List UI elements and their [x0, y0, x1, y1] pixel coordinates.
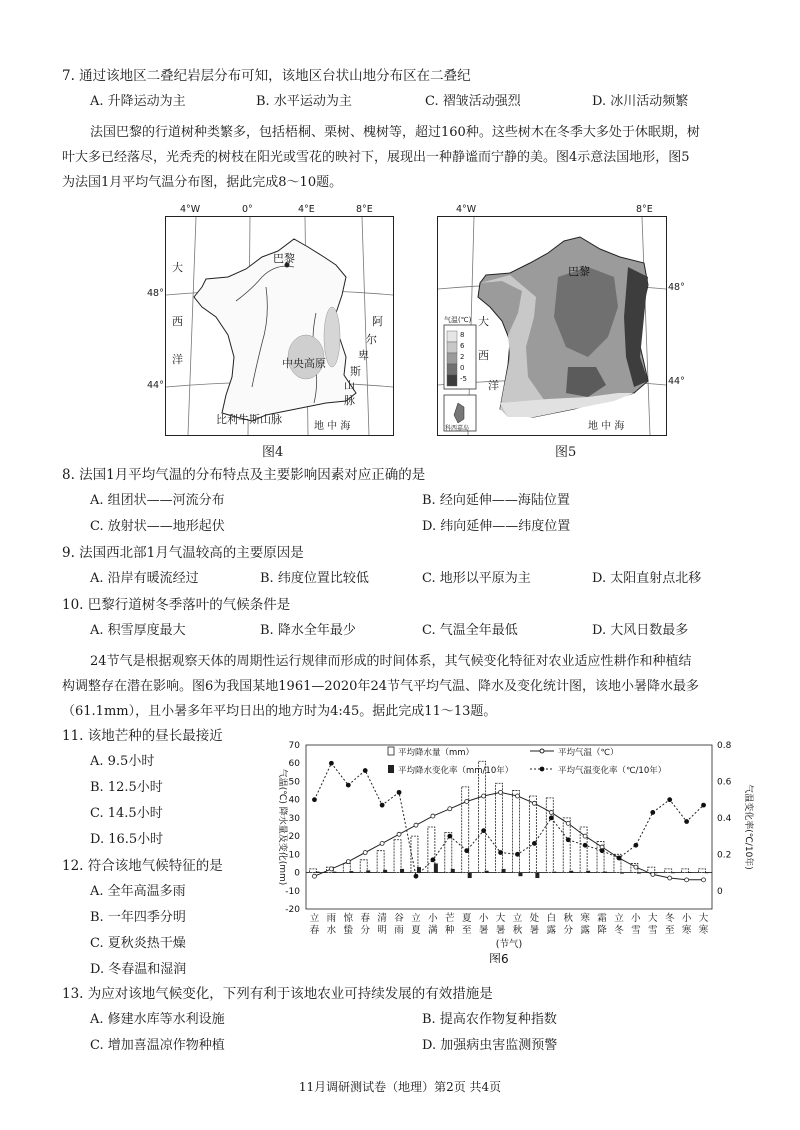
fig5-lon-4w: 4°W — [456, 204, 477, 215]
q7-option-c: C. 褶皱活动强烈 — [425, 94, 521, 109]
precip-change-bar — [518, 873, 522, 877]
chart-category-label-top: 寒 — [580, 913, 590, 924]
chart-category-label-top: 小 — [631, 913, 641, 924]
chart-category-label-top: 小 — [478, 913, 489, 924]
precip-bar — [682, 869, 689, 873]
fig4-label-mediterranean: 地 中 海 — [314, 421, 351, 432]
precip-bar — [377, 851, 384, 873]
chart-right-tick-label: 0.6 — [717, 777, 732, 788]
q9-option-a: A. 沿岸有暖流经过 — [90, 571, 199, 586]
chart-figure-caption: 图6 — [489, 952, 509, 963]
q11-option-a: A. 9.5小时 — [90, 754, 155, 769]
fig4-label-alps-3: 卑 — [358, 349, 369, 362]
temperature-point — [397, 832, 401, 836]
temperature-point — [566, 821, 570, 825]
q8-option-b: B. 经向延伸——海陆位置 — [422, 493, 570, 508]
precip-change-bar — [383, 870, 387, 873]
temperature-change-point — [380, 803, 385, 808]
chart-left-tick-label: 20 — [288, 832, 300, 843]
figure5-caption: 图5 — [555, 445, 577, 460]
temperature-change-point — [549, 815, 554, 820]
precip-change-bar — [451, 869, 455, 873]
fig4-lon-4e: 4°E — [298, 204, 315, 215]
chart-category-label-top: 立 — [309, 913, 320, 924]
fig4-lat-48: 48° — [147, 288, 164, 299]
chart-category-label-bottom: 至 — [461, 925, 472, 936]
q7-option-d: D. 冰川活动频繁 — [592, 94, 689, 109]
temperature-point — [482, 794, 486, 798]
legend-precip-swatch — [388, 747, 394, 755]
chart-category-label-top: 大 — [495, 913, 506, 924]
precip-bar — [529, 796, 536, 873]
precip-change-bar — [434, 863, 438, 872]
figure4-caption: 图4 — [262, 445, 284, 460]
chart-category-label-bottom: 蛰 — [343, 925, 354, 936]
chart-category-label-bottom: 暑 — [495, 925, 506, 936]
chart-right-tick-label: 0 — [717, 886, 723, 897]
fig5-legend-value-4: 0 — [460, 364, 465, 372]
temperature-change-point — [447, 834, 452, 839]
temperature-point — [685, 878, 689, 882]
temperature-change-point — [414, 874, 419, 879]
chart-category-label-bottom: 冬 — [614, 925, 624, 936]
temperature-change-line — [315, 763, 704, 876]
fig5-label-ocean-1: 大 — [478, 315, 489, 328]
q9-option-c: C. 地形以平原为主 — [422, 571, 531, 586]
precip-change-bar — [502, 869, 506, 873]
chart-category-label-top: 立 — [614, 913, 624, 924]
chart-category-label-top: 大 — [648, 913, 658, 924]
chart-left-tick-label: 30 — [288, 813, 300, 824]
legend-temp-change-marker — [540, 767, 545, 772]
precip-change-bar — [332, 872, 336, 873]
figure5-temperature-map — [437, 216, 667, 436]
precip-change-bar — [315, 872, 319, 873]
precip-bar — [546, 798, 553, 873]
chart-category-label-top: 春 — [360, 913, 370, 924]
q8-option-d: D. 纬向延伸——纬度位置 — [422, 519, 571, 534]
fig4-lat-44: 44° — [147, 380, 164, 391]
chart-category-label-bottom: 种 — [445, 925, 455, 936]
chart-category-label-top: 大 — [698, 913, 709, 924]
fig4-label-ocean-1: 大 — [172, 261, 183, 274]
chart-category-label-bottom: 秋 — [512, 925, 523, 936]
chart-category-label-bottom: 暑 — [529, 925, 540, 936]
q12-option-b: B. 一年四季分明 — [90, 910, 186, 925]
chart-category-label-bottom: 水 — [326, 925, 337, 936]
q9-option-d: D. 太阳直射点北移 — [592, 571, 702, 586]
precip-bar — [580, 827, 587, 873]
chart-x-label: (节气) — [495, 939, 523, 950]
q10-stem: 10. 巴黎行道树冬季落叶的气候条件是 — [62, 597, 291, 613]
fig4-label-alps-6: 脉 — [344, 394, 355, 407]
chart-category-label-bottom: 满 — [428, 925, 438, 936]
precip-bar — [665, 869, 672, 873]
precip-bar — [648, 867, 655, 872]
fig5-lat-44: 44° — [668, 376, 685, 387]
figure5-svg — [438, 217, 666, 435]
temperature-point — [583, 834, 587, 838]
q13-option-b: B. 提高农作物复种指数 — [422, 1012, 557, 1027]
legend-temp-change-label: 平均气温变化率（℃/10年） — [558, 766, 667, 776]
temperature-point — [329, 867, 333, 871]
temperature-point — [549, 810, 553, 814]
fig5-legend-value-3: 2 — [460, 353, 465, 361]
chart-category-label-top: 霜 — [597, 913, 607, 924]
fig5-label-ocean-2: 西 — [478, 349, 489, 362]
temperature-point — [515, 794, 519, 798]
temperature-change-point — [430, 857, 435, 862]
fig4-label-ocean-3: 洋 — [172, 353, 183, 366]
passage1-line1: 法国巴黎的行道树种类繁多，包括梧桐、栗树、槐树等，超过160种。这些树木在冬季大多处于休眠期，树 — [90, 125, 700, 140]
legend-temp-marker — [540, 749, 544, 753]
temperature-line — [315, 792, 704, 879]
figure6-climate-chart — [250, 733, 770, 963]
fig4-label-central-plateau: 中央高原 — [282, 357, 326, 370]
chart-right-axis-label: 气温变化率(℃/10年) — [743, 784, 753, 870]
fig5-legend-title: 气温(℃) — [444, 316, 472, 324]
precip-change-bar — [485, 871, 489, 873]
q12-stem: 12. 符合该地气候特征的是 — [62, 858, 223, 874]
chart-category-label-top: 小 — [428, 913, 438, 924]
chart-category-label-bottom: 露 — [546, 925, 557, 936]
q9-stem: 9. 法国西北部1月气温较高的主要原因是 — [62, 545, 304, 561]
fig4-lon-4w: 4°W — [180, 204, 201, 215]
temperature-change-point — [667, 797, 672, 802]
precip-change-bar — [468, 873, 472, 878]
temperature-change-point — [329, 761, 334, 766]
precip-change-bar — [671, 872, 675, 873]
temperature-change-point — [650, 810, 655, 815]
passage2-line1: 24节气是根据观察天体的周期性运行规律而形成的时间体系，其气候变化特征对农业适应性耕作和种植结 — [90, 654, 692, 669]
fig4-label-alps-1: 阿 — [372, 315, 383, 328]
q11-option-c: C. 14.5小时 — [90, 806, 163, 821]
chart-category-label-top: 芒 — [445, 913, 455, 924]
temperature-change-point — [600, 848, 605, 853]
q10-option-a: A. 积雪厚度最大 — [90, 623, 186, 638]
precip-bar — [360, 860, 367, 873]
temperature-point — [702, 878, 706, 882]
chart-right-tick-label: 0.4 — [717, 813, 732, 824]
chart-category-label-top: 处 — [529, 913, 540, 924]
chart-left-tick-label: 0 — [294, 868, 300, 879]
chart-left-tick-label: 60 — [288, 759, 300, 770]
temperature-change-point — [617, 856, 622, 861]
q13-option-c: C. 增加喜温凉作物种植 — [90, 1038, 225, 1053]
chart-category-label-bottom: 分 — [360, 925, 370, 936]
fig4-label-alps-2: 尔 — [366, 333, 377, 346]
precip-bar — [512, 791, 519, 873]
chart-category-label-bottom: 分 — [563, 925, 573, 936]
precip-change-bar — [349, 871, 353, 872]
fig4-lon-0: 0° — [242, 204, 253, 215]
q11-option-b: B. 12.5小时 — [90, 780, 163, 795]
precip-bar — [563, 818, 570, 873]
q13-option-d: D. 加强病虫害监测预警 — [422, 1038, 558, 1053]
chart-category-label-top: 雨 — [326, 913, 337, 924]
chart-left-tick-label: -10 — [285, 886, 300, 897]
q11-option-d: D. 16.5小时 — [90, 832, 164, 847]
chart-category-label-bottom: 雪 — [631, 925, 641, 936]
q7-option-b: B. 水平运动为主 — [256, 94, 352, 109]
q7-option-a: A. 升降运动为主 — [90, 94, 186, 109]
fig5-label-ocean-3: 洋 — [488, 379, 499, 392]
q12-option-c: C. 夏秋炎热干燥 — [90, 936, 186, 951]
chart-left-tick-label: 40 — [288, 795, 300, 806]
chart-category-label-bottom: 雨 — [394, 925, 404, 936]
temperature-change-point — [532, 841, 537, 846]
precip-change-bar — [586, 871, 590, 873]
temperature-point — [651, 872, 655, 876]
chart-left-tick-label: -20 — [285, 905, 300, 915]
temperature-change-point — [684, 819, 689, 824]
temperature-change-point — [515, 852, 520, 857]
temperature-change-point — [633, 843, 638, 848]
temperature-point — [634, 865, 638, 869]
chart-left-tick-label: 10 — [288, 850, 300, 861]
q10-option-d: D. 大风日数最多 — [592, 623, 689, 638]
q7-stem: 7. 通过该地区二叠纪岩层分布可知，该地区台状山地分布区在二叠纪 — [62, 68, 471, 84]
chart-category-label-top: 立 — [512, 913, 523, 924]
chart-category-label-bottom: 暑 — [478, 925, 489, 936]
precip-bar — [479, 761, 486, 872]
q10-option-b: B. 降水全年最少 — [260, 623, 356, 638]
precip-change-bar — [535, 873, 539, 878]
chart-category-label-bottom: 至 — [664, 925, 675, 936]
chart-category-label-bottom: 雪 — [648, 925, 658, 936]
precip-change-bar — [603, 872, 607, 873]
precip-change-bar — [637, 873, 641, 874]
chart-category-label-bottom: 露 — [580, 925, 590, 936]
fig4-label-pyrenees: 比利牛斯山脉 — [216, 413, 282, 426]
fig4-label-alps-5: 山 — [344, 379, 355, 392]
chart-left-tick-label: 50 — [288, 777, 300, 788]
fig5-label-mediterranean: 地 中 海 — [588, 421, 625, 432]
temperature-point — [499, 790, 503, 794]
fig4-label-alps-4: 斯 — [350, 365, 361, 378]
q13-option-a: A. 修建水库等水利设施 — [90, 1012, 225, 1027]
precip-change-bar — [620, 873, 624, 874]
precip-bar — [343, 863, 350, 872]
temperature-change-point — [566, 837, 571, 842]
precip-bar — [496, 783, 503, 872]
figure4-terrain-map — [165, 216, 394, 436]
temperature-change-point — [363, 768, 368, 773]
temperature-point — [346, 860, 350, 864]
temperature-change-point — [397, 790, 402, 795]
chart-right-tick-label: 0.8 — [717, 741, 732, 751]
temperature-change-point — [464, 848, 469, 853]
fig5-legend-value-1: 8 — [460, 331, 465, 339]
precip-change-bar — [569, 871, 573, 873]
temperature-change-point — [481, 828, 486, 833]
chart-left-tick-label: 70 — [288, 741, 300, 751]
fig5-lat-48: 48° — [668, 282, 685, 293]
passage2-line2: 构调整存在潜在影响。图6为我国某地1961—2020年24节气平均气温、降水及变化统计图，该地小暑降水最多 — [62, 679, 699, 694]
q9-option-b: B. 纬度位置比较低 — [260, 571, 369, 586]
temperature-point — [465, 799, 469, 803]
precip-bar — [428, 827, 435, 873]
temperature-change-point — [583, 843, 588, 848]
q10-option-c: C. 气温全年最低 — [422, 623, 518, 638]
q11-stem: 11. 该地芒种的昼长最接近 — [62, 728, 223, 744]
temperature-change-point — [346, 783, 351, 788]
chart-category-label-top: 立 — [411, 913, 421, 924]
fig4-label-paris: 巴黎 — [273, 252, 295, 265]
fig4-lon-8e: 8°E — [356, 204, 373, 215]
chart-category-label-bottom: 寒 — [698, 925, 709, 936]
chart-category-label-top: 秋 — [563, 913, 573, 924]
legend-precip-label: 平均降水量（mm） — [398, 748, 475, 758]
q12-option-a: A. 全年高温多雨 — [90, 884, 186, 899]
temperature-point — [668, 876, 672, 880]
fig5-lon-8e: 8°E — [636, 204, 653, 215]
temperature-change-point — [312, 797, 317, 802]
temperature-point — [380, 841, 384, 845]
precip-bar — [699, 869, 706, 873]
q13-stem: 13. 为应对该地气候变化，下列有利于该地农业可持续发展的有效措施是 — [62, 986, 493, 1002]
fig5-legend-value-2: 6 — [460, 342, 465, 350]
precip-change-bar — [400, 869, 404, 873]
fig5-inset-label: 科西嘉岛 — [445, 425, 470, 432]
q8-option-a: A. 组团状——河流分布 — [90, 493, 225, 508]
precip-change-bar — [552, 872, 556, 873]
precip-bar — [394, 840, 401, 873]
page-footer: 11月调研测试卷（地理）第2页 共4页 — [298, 1080, 502, 1094]
precip-bar — [309, 869, 316, 873]
legend-precip-change-swatch — [388, 765, 394, 773]
precip-change-bar — [366, 870, 370, 872]
q8-stem: 8. 法国1月平均气温的分布特点及主要影响因素对应正确的是 — [62, 467, 426, 483]
chart-category-label-top: 小 — [681, 913, 692, 924]
q12-option-d: D. 冬春温和湿润 — [90, 962, 187, 977]
legend-temp-label: 平均气温（℃） — [558, 748, 619, 758]
chart-left-axis-label: 气温(℃) 降水量及变化(mm) — [277, 768, 287, 886]
chart-category-label-top: 惊 — [343, 913, 354, 924]
precip-change-bar — [688, 872, 692, 873]
fig5-legend-value-5: -5 — [460, 375, 467, 383]
chart-category-label-bottom: 明 — [377, 925, 387, 936]
chart-category-label-bottom: 寒 — [681, 925, 692, 936]
chart-category-label-bottom: 夏 — [411, 925, 421, 936]
chart-category-label-top: 白 — [546, 913, 557, 924]
chart-category-label-top: 夏 — [461, 913, 472, 924]
temperature-point — [363, 851, 367, 855]
temperature-point — [448, 807, 452, 811]
temperature-point — [532, 801, 536, 805]
passage2-line3: （61.1mm），且小暑多年平均日出的地方时为4:45。据此完成11～13题。 — [62, 704, 497, 719]
q8-option-c: C. 放射状——地形起伏 — [90, 519, 225, 534]
legend-precip-change-label: 平均降水变化率（mm/10年） — [398, 766, 514, 776]
chart-right-tick-label: 0.2 — [717, 850, 732, 861]
temperature-change-point — [498, 850, 503, 855]
chart-category-label-top: 冬 — [664, 913, 675, 924]
passage1-line3: 为法国1月平均气温分布图，据此完成8～10题。 — [62, 175, 343, 190]
precip-change-bar — [705, 872, 709, 873]
fig5-label-paris: 巴黎 — [568, 265, 590, 278]
chart-category-label-top: 清 — [377, 913, 387, 924]
temperature-point — [431, 814, 435, 818]
temperature-point — [414, 823, 418, 827]
temperature-point — [312, 874, 316, 878]
temperature-change-point — [701, 803, 706, 808]
fig4-label-ocean-2: 西 — [172, 315, 183, 328]
chart-category-label-top: 谷 — [394, 913, 404, 924]
passage1-line2: 叶大多已经落尽，光秃秃的树枝在阳光或雪花的映衬下，展现出一种静谧而宁静的美。图4示意法国地形，图5 — [62, 150, 690, 165]
chart-category-label-bottom: 降 — [597, 925, 607, 936]
chart-category-label-bottom: 春 — [309, 925, 320, 936]
